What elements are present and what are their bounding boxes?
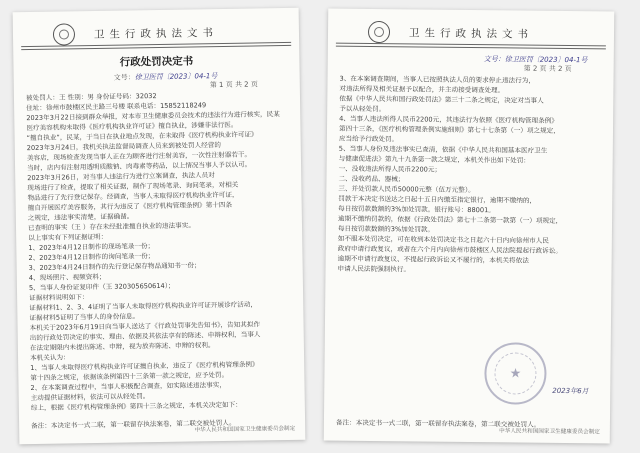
body-line: 4、现场照片、视频资料；	[28, 272, 106, 283]
body-line: 美容店，现场检查发现当事人正在为顾客进行注射美容，一次性注射器若干。	[26, 150, 252, 163]
body-line: 住址：徐州市鼓楼区民主路三号楼 联系电话：15852118249	[26, 101, 207, 113]
body-line: 物品进行了先行登记保存。经调查，当事人未取得医疗机构执业许可证，	[27, 190, 239, 203]
official-seal-stamp	[484, 342, 547, 405]
body-line: 本机关于2023年6月19日向当事人送达了《行政处罚事先告知书》，告知其拟作	[29, 320, 261, 333]
body-line: 2、2023年4月12日制作的询问笔录一份；	[28, 252, 155, 263]
body-line: 第十四条之规定，依据该条例第四十三条第一款之规定，应予处罚。	[30, 370, 229, 383]
body-line: 如不服本处罚决定，可在收到本处罚决定书之日起六十日内向徐州市人民	[337, 234, 549, 245]
body-line: 当时，店内有注射用透明质酸钠、肉毒素等药品，以上情况当事人予以认可。	[27, 160, 252, 173]
body-line: 第四十三条，《医疗机构管理条例实施细则》第七十七条第（一）项之规定，	[338, 124, 560, 135]
body-line: 5、当事人身份证复印件（王 320305650614）；	[28, 281, 175, 293]
body-line: 主动提供证据材料，依法可以从轻处罚。	[30, 392, 150, 403]
document-page-2	[324, 9, 615, 444]
body-line: 依据《中华人民共和国行政处罚法》第三十二条之规定，决定对当事人	[339, 94, 544, 105]
body-line: 逾期不缴纳罚款的，依据《行政处罚法》第七十二条第一款第（一）项规定，	[338, 214, 563, 225]
body-line: 申请人民法院强制执行。	[337, 264, 411, 274]
body-line: 4、当事人违法所得人民币2200元，其违法行为依照《医疗机构管理条例》	[339, 114, 558, 125]
body-line: 每日按罚款数额的3%加处罚款。	[337, 224, 435, 234]
body-line: 在法定期限内未提出陈述、申辩，视为放弃陈述、申辩的权利。	[29, 341, 215, 353]
right-footer-note: 备注：本决定书一式二联，第一联留存执法案卷，第二联交被处罚人。	[335, 418, 541, 429]
header-title: 卫生行政执法文书	[93, 27, 219, 41]
body-line: 2023年3月26日，对当事人违法行为进行立案调查，执法人员对	[27, 171, 215, 183]
body-line: 5、当事人身份及违法事实已查清，依据《中华人民共和国基本医疗卫生	[338, 144, 548, 155]
body-line: 逾期不申请行政复议、不提起行政诉讼又不履行的，本机关将依法	[337, 254, 529, 265]
doc-number	[114, 71, 218, 83]
body-line: 2023年3月24日，我机关执法监督局调查人员来到被处罚人经营的	[26, 141, 222, 153]
body-line: 被处罚人：王 性别：男 身份证号码：32032	[25, 92, 157, 103]
body-line: 医疗美容机构未取得《医疗机构执业许可证》擅自执业，涉嫌非法行医。	[26, 120, 238, 133]
left-footer-note: 备注：本决定书一式二联，第一联留存执法案卷，第二联交被处罚人。	[31, 418, 236, 431]
body-line: 本机关认为：	[29, 353, 70, 363]
left-footer: 中华人民共和国国家卫生健康委员会制定	[194, 425, 296, 434]
body-line: 证据材料1、2、3、4证明了当事人未取得医疗机构执业许可证开展诊疗活动，	[29, 300, 258, 313]
body-line: 1、当事人未取得医疗机构执业许可证擅自执业，违反了《医疗机构管理条例》	[30, 360, 259, 373]
body-line: 对违法所得及相关证据予以配合，并主动接受调查处理。	[339, 84, 505, 95]
body-line: 予以从轻处罚。	[339, 104, 386, 114]
body-line: 与健康促进法》第九十九条第一款之规定，本机关作出如下处罚：	[338, 154, 530, 165]
body-line: 之规定，违法事实清楚，证据确凿。	[27, 212, 134, 223]
doc-page-info: 第 2 页 共 2 页	[523, 64, 572, 74]
doc-number-value: 徐卫医罚〔2023〕04-1号	[134, 72, 218, 82]
document-page-1	[13, 8, 306, 444]
body-line: 3、在本案调查期间，当事人已按照执法人员的要求停止违法行为，	[339, 74, 535, 85]
signature-date: 2023年6月	[552, 386, 589, 396]
body-line: 罚款于本决定书送达之日起十五日内缴至指定银行，逾期不缴纳的，	[338, 194, 537, 205]
doc-title: 行政处罚决定书	[119, 55, 194, 69]
body-line: 现场进行了检查，提取了相关证据，制作了现场笔录、询问笔录，对相关	[27, 180, 239, 193]
body-line: 三、并处罚款人民币50000元整（伍万元整）。	[338, 184, 475, 195]
body-line: 应当给予行政处罚。	[338, 134, 399, 144]
body-line: 综上，根据《医疗机构管理条例》第四十三条之规定，本机关决定如下：	[30, 400, 242, 413]
body-line: 二、没收药品、器械；	[338, 174, 405, 184]
right-footer: 中华人民共和国国家卫生健康委员会制定	[499, 428, 600, 436]
body-line: 擅自开展医疗美容服务，其行为违反了《医疗机构管理条例》第十四条	[27, 200, 233, 213]
body-line: 一、没收违法所得人民币2200元；	[338, 164, 442, 174]
seal-star-icon: ★	[509, 366, 522, 382]
body-line: 证据材料5证明了当事人的身份信息。	[29, 312, 140, 323]
body-line: 出的行政处罚决定的事实、理由、依据及其依法享有的陈述、申辩权利，当事人	[29, 330, 261, 343]
body-line: 已查明的事实（王 ）存在未经批准擅自执业的违法事实。	[27, 221, 196, 233]
body-line: 政府申请行政复议，或者在六个月内向徐州市鼓楼区人民法院提起行政诉讼。	[337, 244, 562, 255]
body-line: 2、在本案调查过程中，当事人积极配合调查，如实陈述违法事实，	[30, 380, 226, 393]
body-line: 3、2023年4月24日制作的先行登记保存物品通知书一份；	[28, 261, 201, 273]
doc-number-value: 文号：徐卫医罚〔2023〕04-1号	[483, 55, 588, 65]
doc-number-label: 文号：	[113, 73, 135, 82]
body-line: 以上事实有下列证据证明：	[28, 232, 108, 243]
header-title: 卫生行政执法文书	[408, 27, 534, 41]
body-line: 1、2023年4月12日制作的现场笔录一份；	[28, 242, 155, 253]
body-line: “擅自执业”，民某，于当日在执业地点发现，在未取得《医疗机构执业许可证》	[26, 130, 258, 143]
body-line: 每日按罚款数额的3%加处罚款。银行账号：88001。	[338, 204, 495, 215]
doc-page-info: 第 1 页 共 2 页	[209, 80, 258, 90]
body-line: 2023年3月22日接到群众举报，对本市卫生健康委员会技术的违法行为进行核实，民某	[26, 110, 280, 123]
body-line: 证据材料说明如下：	[29, 293, 89, 303]
header-rule-thin	[336, 46, 606, 50]
